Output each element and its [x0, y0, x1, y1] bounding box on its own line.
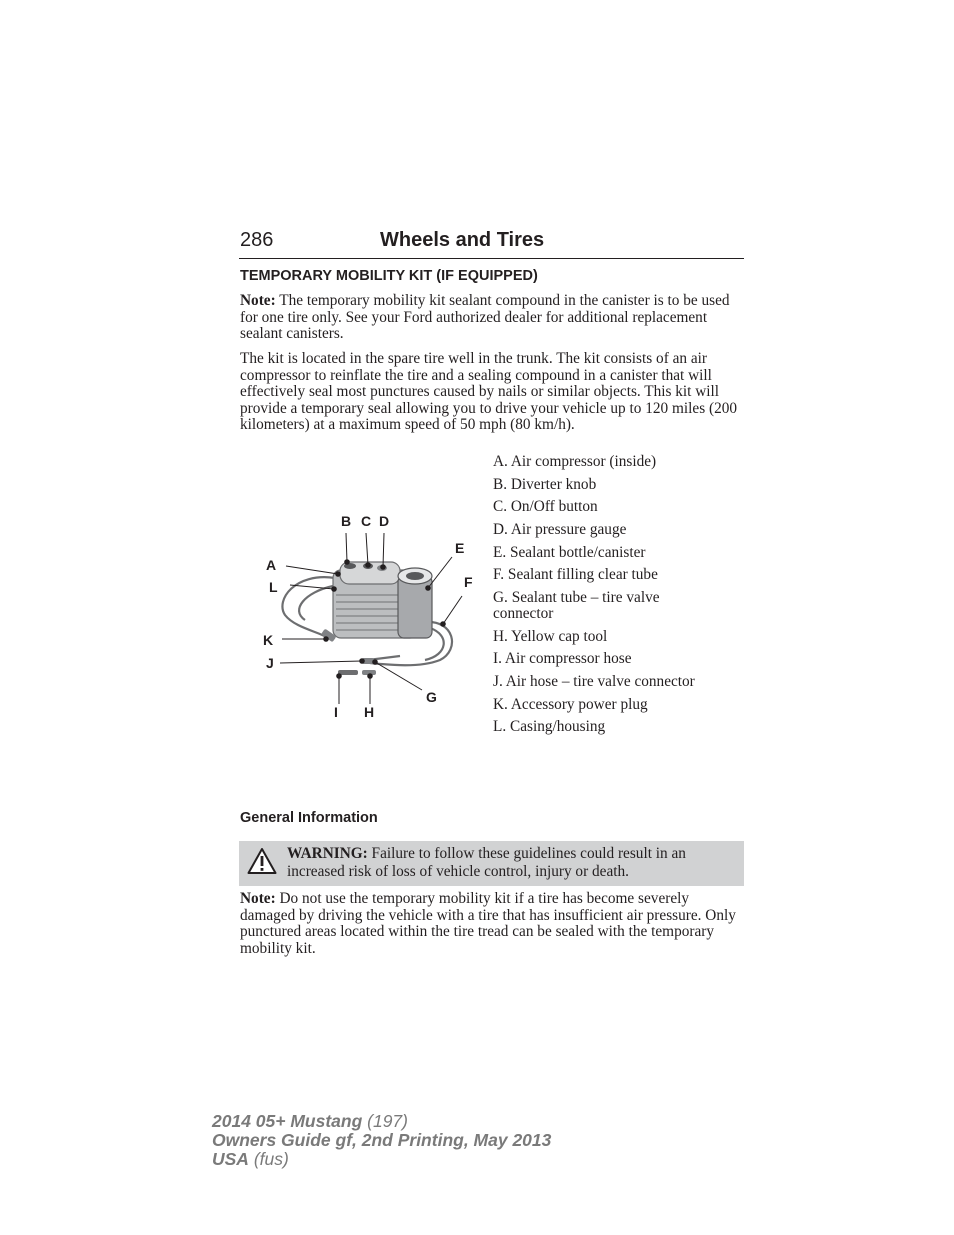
list-item: B. Diverter knob: [493, 475, 597, 493]
footer-market-name: USA: [212, 1149, 249, 1169]
general-note: [240, 891, 744, 957]
footer-printing: Owners Guide gf, 2nd Printing, May 2013: [212, 1130, 552, 1150]
list-item: E. Sealant bottle/canister: [493, 543, 646, 561]
footer-market-code: (fus): [248, 1149, 289, 1169]
footer-model-code: (197): [362, 1111, 408, 1131]
note-text: Do not use the temporary mobility kit if a tire has become severely damaged by driving the vehicle with a tire that has insufficient air pressure. Only punctured areas located within the tire tread can be sealed with the temporary mobility kit.: [240, 890, 736, 957]
list-item: D. Air pressure gauge: [493, 521, 627, 539]
section-heading: TEMPORARY MOBILITY KIT (IF EQUIPPED): [240, 268, 538, 284]
callout-g: G: [426, 689, 437, 705]
parts-list: [493, 454, 743, 742]
warning-label: WARNING:: [287, 845, 368, 862]
callout-h: H: [364, 704, 375, 720]
callout-l: L: [269, 579, 278, 595]
warning-triangle-icon: [247, 847, 277, 875]
warning-message: Failure to follow these guidelines could result in an increased risk of loss of vehicle control, injury or death.: [287, 845, 686, 880]
list-item: G. Sealant tube – tire valve connector: [493, 589, 660, 623]
callout-e: E: [455, 540, 465, 556]
compressor-body: [333, 562, 432, 638]
footer-model: [212, 1112, 408, 1131]
callout-f: F: [464, 574, 473, 590]
warning-text: [287, 845, 739, 881]
note-text: The temporary mobility kit sealant compound in the canister is to be used for one tire only. See your Ford authorized dealer for additional replacement sealant canisters.: [240, 292, 730, 342]
page-number: 286: [240, 229, 274, 251]
note-label: Note:: [240, 890, 276, 907]
chapter-title: Wheels and Tires: [380, 229, 545, 251]
list-item: F. Sealant filling clear tube: [493, 566, 658, 584]
header-rule: [239, 258, 744, 259]
callout-a: A: [266, 557, 277, 573]
callout-b: B: [341, 513, 352, 529]
list-item: C. On/Off button: [493, 498, 598, 516]
footer-model-name: 2014 05+ Mustang: [212, 1111, 363, 1131]
list-item: A. Air compressor (inside): [493, 453, 657, 470]
callout-j: J: [266, 655, 274, 671]
list-item: L. Casing/housing: [493, 718, 606, 736]
kit-note: [240, 293, 744, 343]
list-item: K. Accessory power plug: [493, 695, 648, 713]
warning-box: [239, 841, 744, 886]
callout-d: D: [379, 513, 390, 529]
list-item: I. Air compressor hose: [493, 650, 632, 668]
note-label: Note:: [240, 292, 276, 309]
list-item: H. Yellow cap tool: [493, 627, 608, 645]
callout-c: C: [361, 513, 372, 529]
callout-k: K: [263, 632, 274, 648]
general-information-heading: General Information: [240, 810, 378, 826]
callout-i: I: [334, 704, 338, 720]
list-item: J. Air hose – tire valve connector: [493, 673, 695, 690]
footer-market: [212, 1150, 289, 1169]
kit-description: The kit is located in the spare tire well in the trunk. The kit consists of an air compressor to reinflate the tire and a sealing compound in a canister that will effectively seal most punctures caused by nails or similar objects. This kit will provide a temporary seal allowing you to drive your vehicle up to 120 miles (200 kilometers) at a maximum speed of 50 mph (80 km/h).: [240, 350, 738, 433]
mobility-kit-diagram: [250, 500, 490, 730]
